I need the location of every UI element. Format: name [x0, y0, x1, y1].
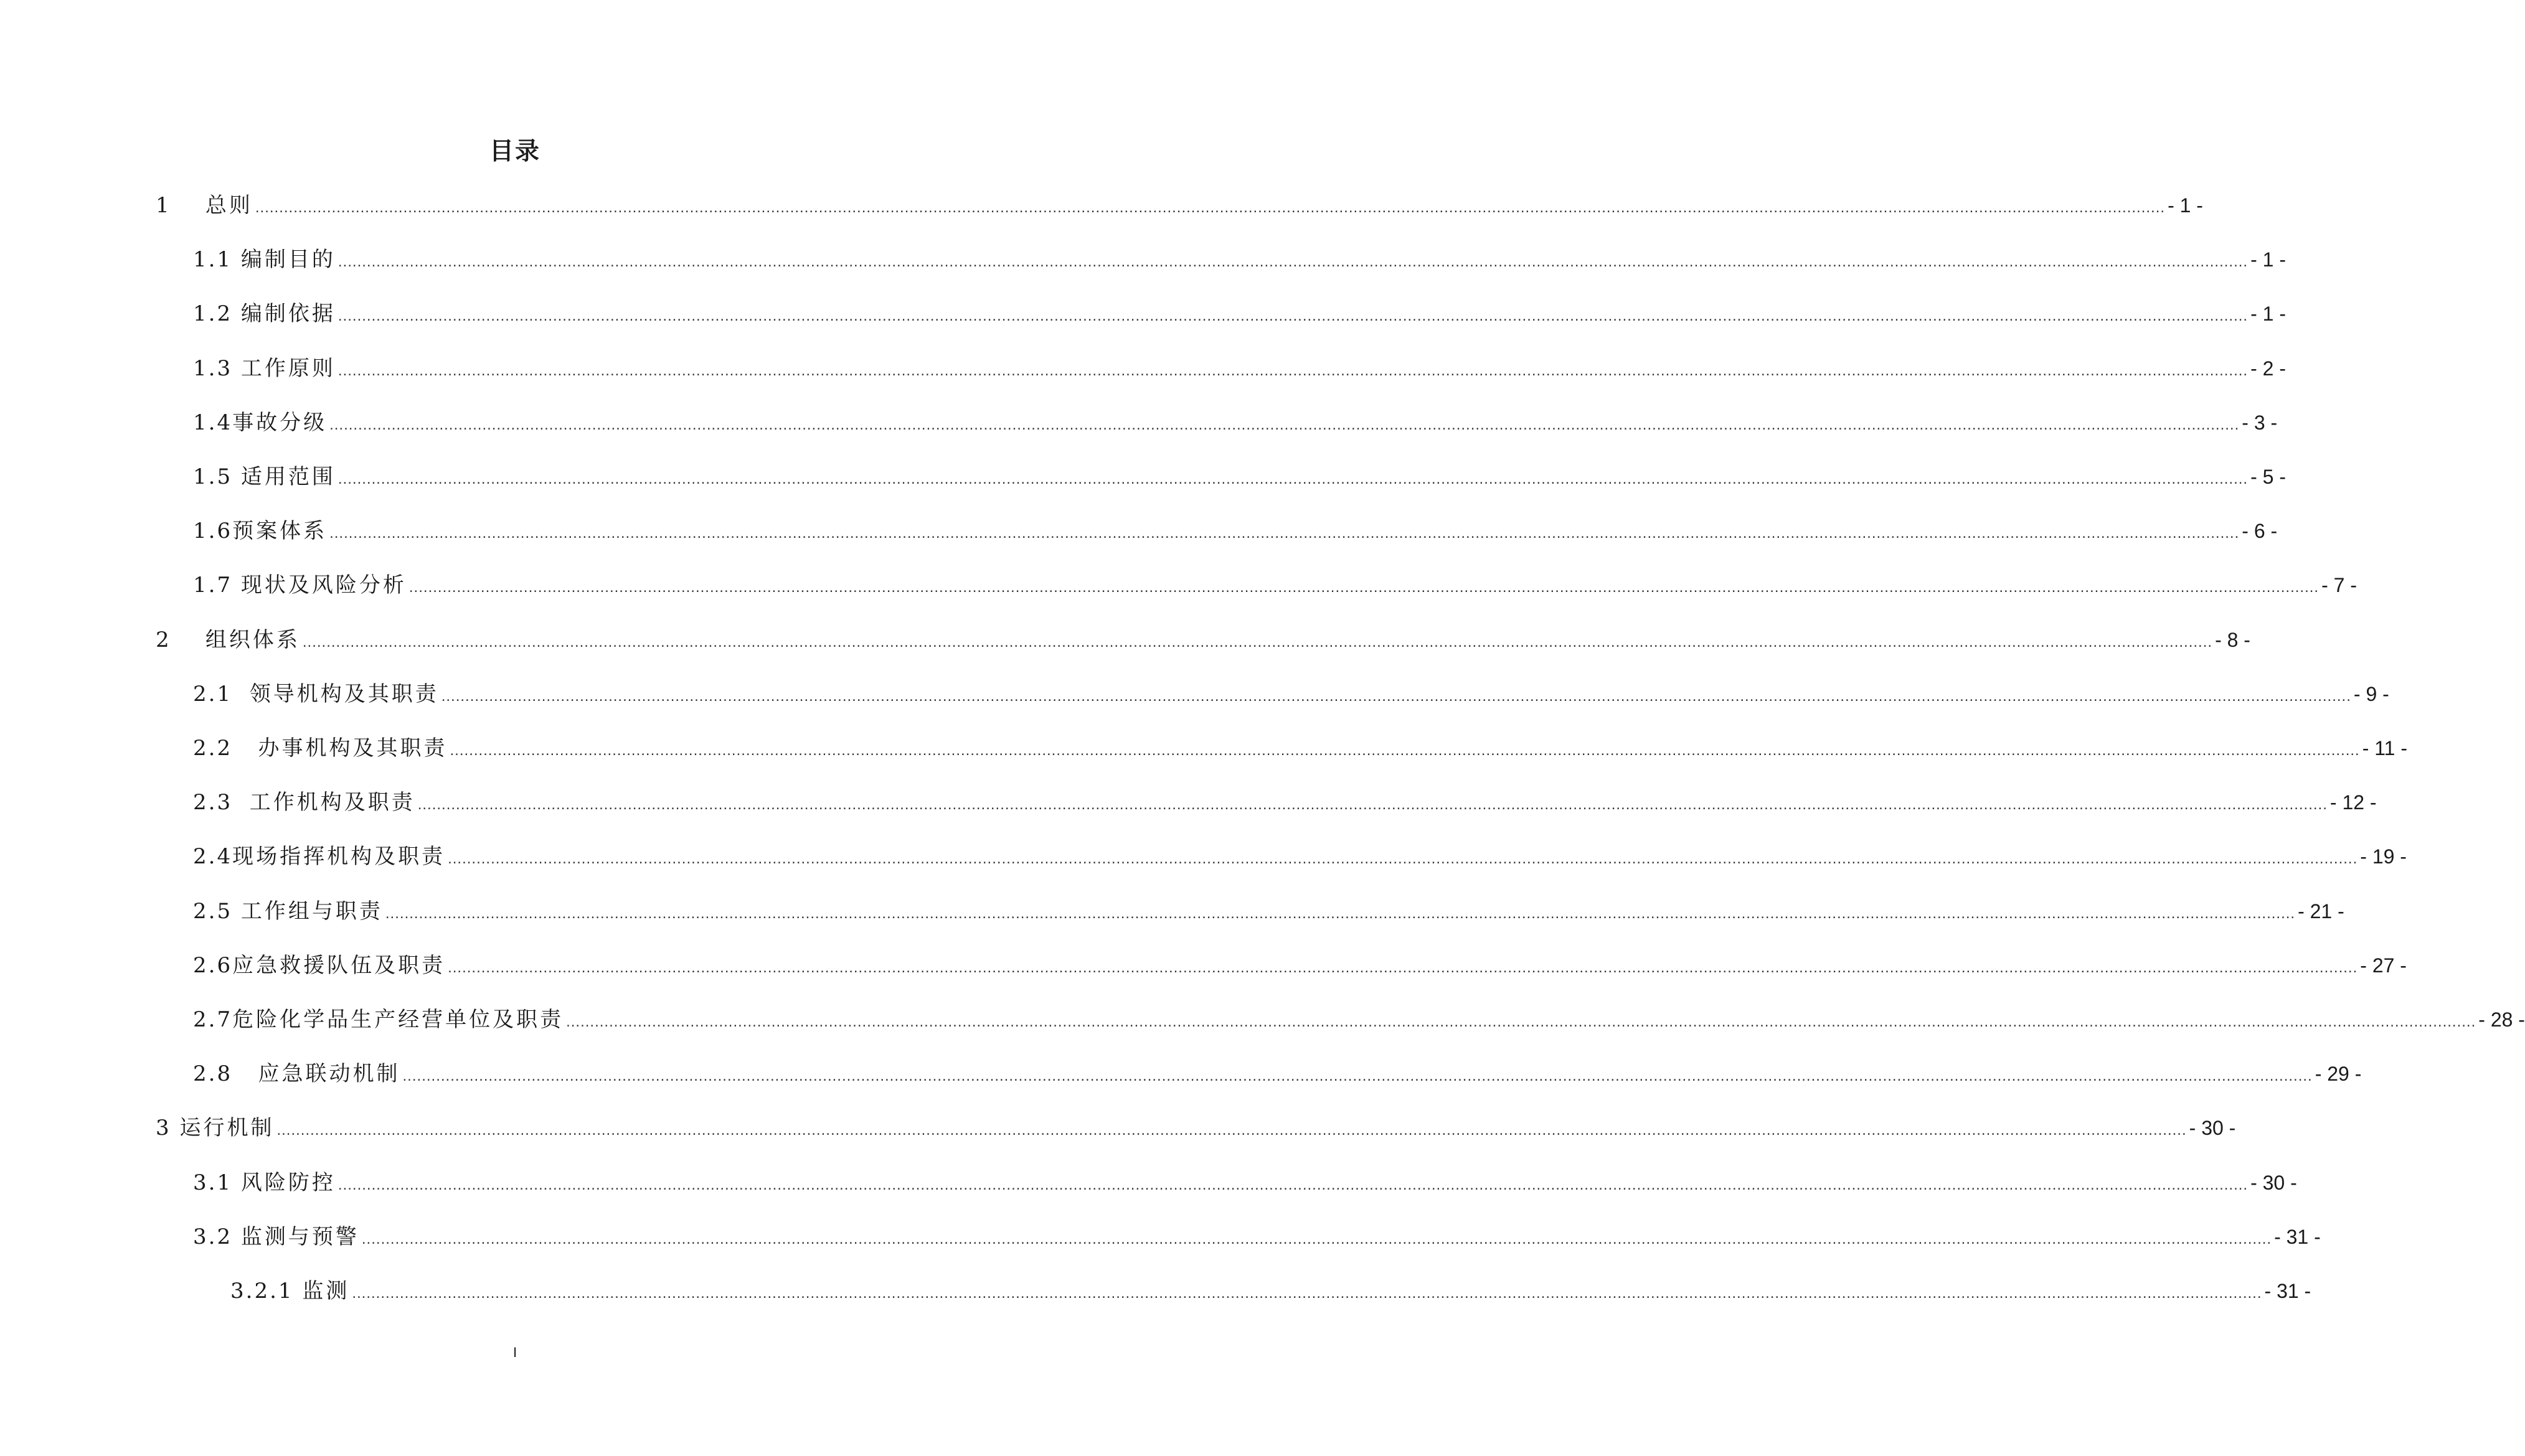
- toc-entry-title: 工作组与职责: [240, 898, 383, 924]
- toc-entry-title: 工作原则: [240, 355, 336, 381]
- toc-dot-leader: ................................................................................................................................................................................................................................................................................................................................................................................................................: [448, 959, 2358, 976]
- toc-dot-leader: ................................................................................................................................................................................................................................................................................................................................................................................................................: [352, 1285, 2262, 1302]
- toc-entry-number: 1.3: [193, 355, 233, 381]
- toc-entry-title: 领导机构及其职责: [249, 681, 439, 707]
- toc-entry-title: 预案体系: [232, 519, 328, 544]
- toc-dot-leader: ................................................................................................................................................................................................................................................................................................................................................................................................................: [441, 687, 2351, 705]
- toc-entry-number: 1.1: [193, 247, 233, 273]
- toc-entry-number: 3.2.1: [230, 1279, 294, 1303]
- toc-entry[interactable]: [193, 730, 2408, 767]
- toc-entry-page: - 29 -: [2315, 1063, 2362, 1086]
- toc-entry[interactable]: [193, 947, 2407, 984]
- toc-entry-title: 监测: [302, 1279, 350, 1303]
- toc-dot-leader: ................................................................................................................................................................................................................................................................................................................................................................................................................: [276, 1122, 2187, 1139]
- toc-dot-leader: ................................................................................................................................................................................................................................................................................................................................................................................................................: [417, 796, 2328, 814]
- toc-entry-page: - 31 -: [2264, 1280, 2311, 1302]
- toc-dot-leader: ................................................................................................................................................................................................................................................................................................................................................................................................................: [337, 1176, 2249, 1193]
- toc-dot-leader: ................................................................................................................................................................................................................................................................................................................................................................................................................: [255, 199, 2166, 216]
- toc-entry-number: 1.7: [193, 573, 233, 598]
- toc-entry-title: 编制目的: [240, 247, 336, 273]
- toc-entry[interactable]: [193, 241, 2286, 278]
- toc-entry-title: 现状及风险分析: [240, 573, 407, 598]
- toc-entry-page: - 30 -: [2250, 1171, 2297, 1194]
- toc-entry[interactable]: [193, 838, 2407, 875]
- toc-entry-gap: [232, 295, 241, 332]
- toc-entry-title: 应急救援队伍及职责: [232, 952, 446, 978]
- toc-entry-gap: [232, 1218, 241, 1256]
- toc-dot-leader: ................................................................................................................................................................................................................................................................................................................................................................................................................: [408, 579, 2320, 596]
- toc-entry-page: - 19 -: [2360, 845, 2407, 868]
- toc-title: 目录: [489, 138, 540, 166]
- toc-entry-number: 1.2: [193, 301, 233, 327]
- toc-entry-page: - 6 -: [2242, 520, 2278, 543]
- toc-entry-title: 适用范围: [240, 464, 336, 489]
- toc-entry-number: 1.4: [193, 410, 233, 435]
- toc-entry-number: 2.2: [193, 736, 233, 761]
- toc-entry-title: 总则: [205, 193, 253, 218]
- toc-dot-leader: ................................................................................................................................................................................................................................................................................................................................................................................................................: [448, 850, 2358, 868]
- toc-entry-number: 1.5: [193, 464, 233, 489]
- toc-entry-gap: [232, 675, 250, 713]
- toc-entry-page: - 9 -: [2353, 682, 2389, 705]
- toc-dot-leader: ................................................................................................................................................................................................................................................................................................................................................................................................................: [566, 1013, 2476, 1030]
- toc-entry-page: - 7 -: [2321, 574, 2357, 597]
- toc-entry[interactable]: [193, 1055, 2362, 1092]
- toc-entry-title: 组织体系: [205, 627, 300, 652]
- footer-page-number: I: [512, 1345, 517, 1360]
- toc-dot-leader: ................................................................................................................................................................................................................................................................................................................................................................................................................: [337, 253, 2249, 271]
- toc-entry-title: 办事机构及其职责: [258, 736, 448, 761]
- toc-dot-leader: ................................................................................................................................................................................................................................................................................................................................................................................................................: [302, 633, 2213, 651]
- toc-entry[interactable]: [193, 512, 2278, 550]
- toc-entry-number: 2.6: [193, 952, 233, 978]
- toc-entry-gap: [232, 458, 241, 496]
- toc-entry-page: - 31 -: [2274, 1225, 2321, 1248]
- toc-entry-number: 2.1: [193, 681, 233, 707]
- toc-entry-gap: [232, 1055, 258, 1092]
- toc-entry[interactable]: [193, 784, 2377, 821]
- toc-entry[interactable]: [193, 404, 2278, 441]
- toc-entry[interactable]: [156, 187, 2203, 224]
- toc-entry[interactable]: [193, 1164, 2297, 1201]
- toc-entry-page: - 28 -: [2478, 1008, 2525, 1031]
- toc-entry-gap: [294, 1272, 303, 1310]
- toc-entry[interactable]: [193, 295, 2286, 332]
- toc-dot-leader: ................................................................................................................................................................................................................................................................................................................................................................................................................: [385, 904, 2296, 922]
- toc-entry[interactable]: [193, 350, 2286, 387]
- toc-entry-number: 2.7: [193, 1007, 233, 1032]
- toc-entry[interactable]: [156, 621, 2250, 659]
- toc-entry-title: 工作机构及职责: [249, 790, 415, 815]
- toc-entry-page: - 1 -: [2250, 303, 2286, 326]
- toc-dot-leader: ................................................................................................................................................................................................................................................................................................................................................................................................................: [337, 471, 2249, 487]
- toc-entry-title: 应急联动机制: [258, 1061, 400, 1087]
- toc-entry[interactable]: [193, 458, 2286, 496]
- toc-entry-number: 2.4: [193, 844, 233, 870]
- toc-entry-page: - 21 -: [2298, 899, 2344, 923]
- toc-entry-gap: [232, 784, 250, 821]
- toc-entry-page: - 5 -: [2250, 466, 2286, 488]
- toc-entry-gap: [232, 893, 241, 930]
- toc-entry-number: 3.1: [193, 1170, 233, 1195]
- toc-entry-gap: [232, 730, 258, 767]
- toc-entry-page: - 3 -: [2242, 411, 2278, 434]
- toc-entry-gap: [232, 566, 241, 604]
- toc-entry[interactable]: [193, 1218, 2321, 1256]
- toc-entry-page: - 27 -: [2360, 954, 2407, 977]
- toc-entry-page: - 12 -: [2329, 791, 2377, 814]
- toc-entry-page: - 30 -: [2189, 1117, 2236, 1140]
- toc-dot-leader: ................................................................................................................................................................................................................................................................................................................................................................................................................: [402, 1068, 2313, 1085]
- toc-entry-gap: [232, 1164, 241, 1201]
- toc-entry-number: 1.6: [193, 519, 233, 544]
- toc-entry-number: 3: [156, 1115, 171, 1141]
- toc-entry-title: 编制依据: [240, 301, 336, 327]
- toc-entry-title: 危险化学品生产经营单位及职责: [232, 1007, 564, 1032]
- toc-entry-title: 事故分级: [232, 410, 328, 435]
- toc-dot-leader: ................................................................................................................................................................................................................................................................................................................................................................................................................: [337, 362, 2249, 379]
- toc-entry[interactable]: [193, 675, 2389, 713]
- toc-entry[interactable]: [230, 1272, 2311, 1310]
- toc-entry-page: - 1 -: [2168, 194, 2203, 217]
- toc-entry-page: - 11 -: [2362, 737, 2408, 759]
- toc-entry[interactable]: [156, 1109, 2236, 1147]
- toc-entry[interactable]: [193, 1001, 2525, 1038]
- toc-entry-title: 风险防控: [240, 1170, 336, 1195]
- toc-entry-number: 2.8: [193, 1061, 233, 1087]
- toc-entry-number: 2.3: [193, 790, 233, 815]
- toc-entry-gap: [171, 621, 205, 659]
- toc-entry-title: 监测与预警: [240, 1224, 359, 1249]
- toc-entry-gap: [232, 350, 241, 387]
- toc-entry-page: - 2 -: [2250, 357, 2286, 380]
- toc-entry-title: 现场指挥机构及职责: [232, 844, 446, 870]
- toc-entry[interactable]: [193, 893, 2344, 930]
- toc-entry-page: - 8 -: [2215, 628, 2250, 651]
- toc-entry-title: 运行机制: [179, 1115, 275, 1141]
- toc-entry-gap: [171, 1109, 180, 1147]
- toc-entry-gap: [171, 187, 205, 224]
- toc-entry-number: 2: [156, 627, 171, 652]
- toc-dot-leader: ................................................................................................................................................................................................................................................................................................................................................................................................................: [337, 308, 2249, 325]
- toc-entry-page: - 1 -: [2250, 248, 2286, 271]
- toc-dot-leader: ................................................................................................................................................................................................................................................................................................................................................................................................................: [329, 416, 2240, 433]
- toc-entry-number: 3.2: [193, 1224, 233, 1249]
- toc-entry-gap: [232, 241, 241, 278]
- toc-entry-number: 1: [156, 193, 171, 218]
- toc-dot-leader: ................................................................................................................................................................................................................................................................................................................................................................................................................: [329, 525, 2240, 542]
- toc-entry-number: 2.5: [193, 898, 233, 924]
- toc-dot-leader: ................................................................................................................................................................................................................................................................................................................................................................................................................: [450, 742, 2360, 759]
- toc-entry[interactable]: [193, 566, 2357, 604]
- toc-dot-leader: ................................................................................................................................................................................................................................................................................................................................................................................................................: [361, 1230, 2272, 1247]
